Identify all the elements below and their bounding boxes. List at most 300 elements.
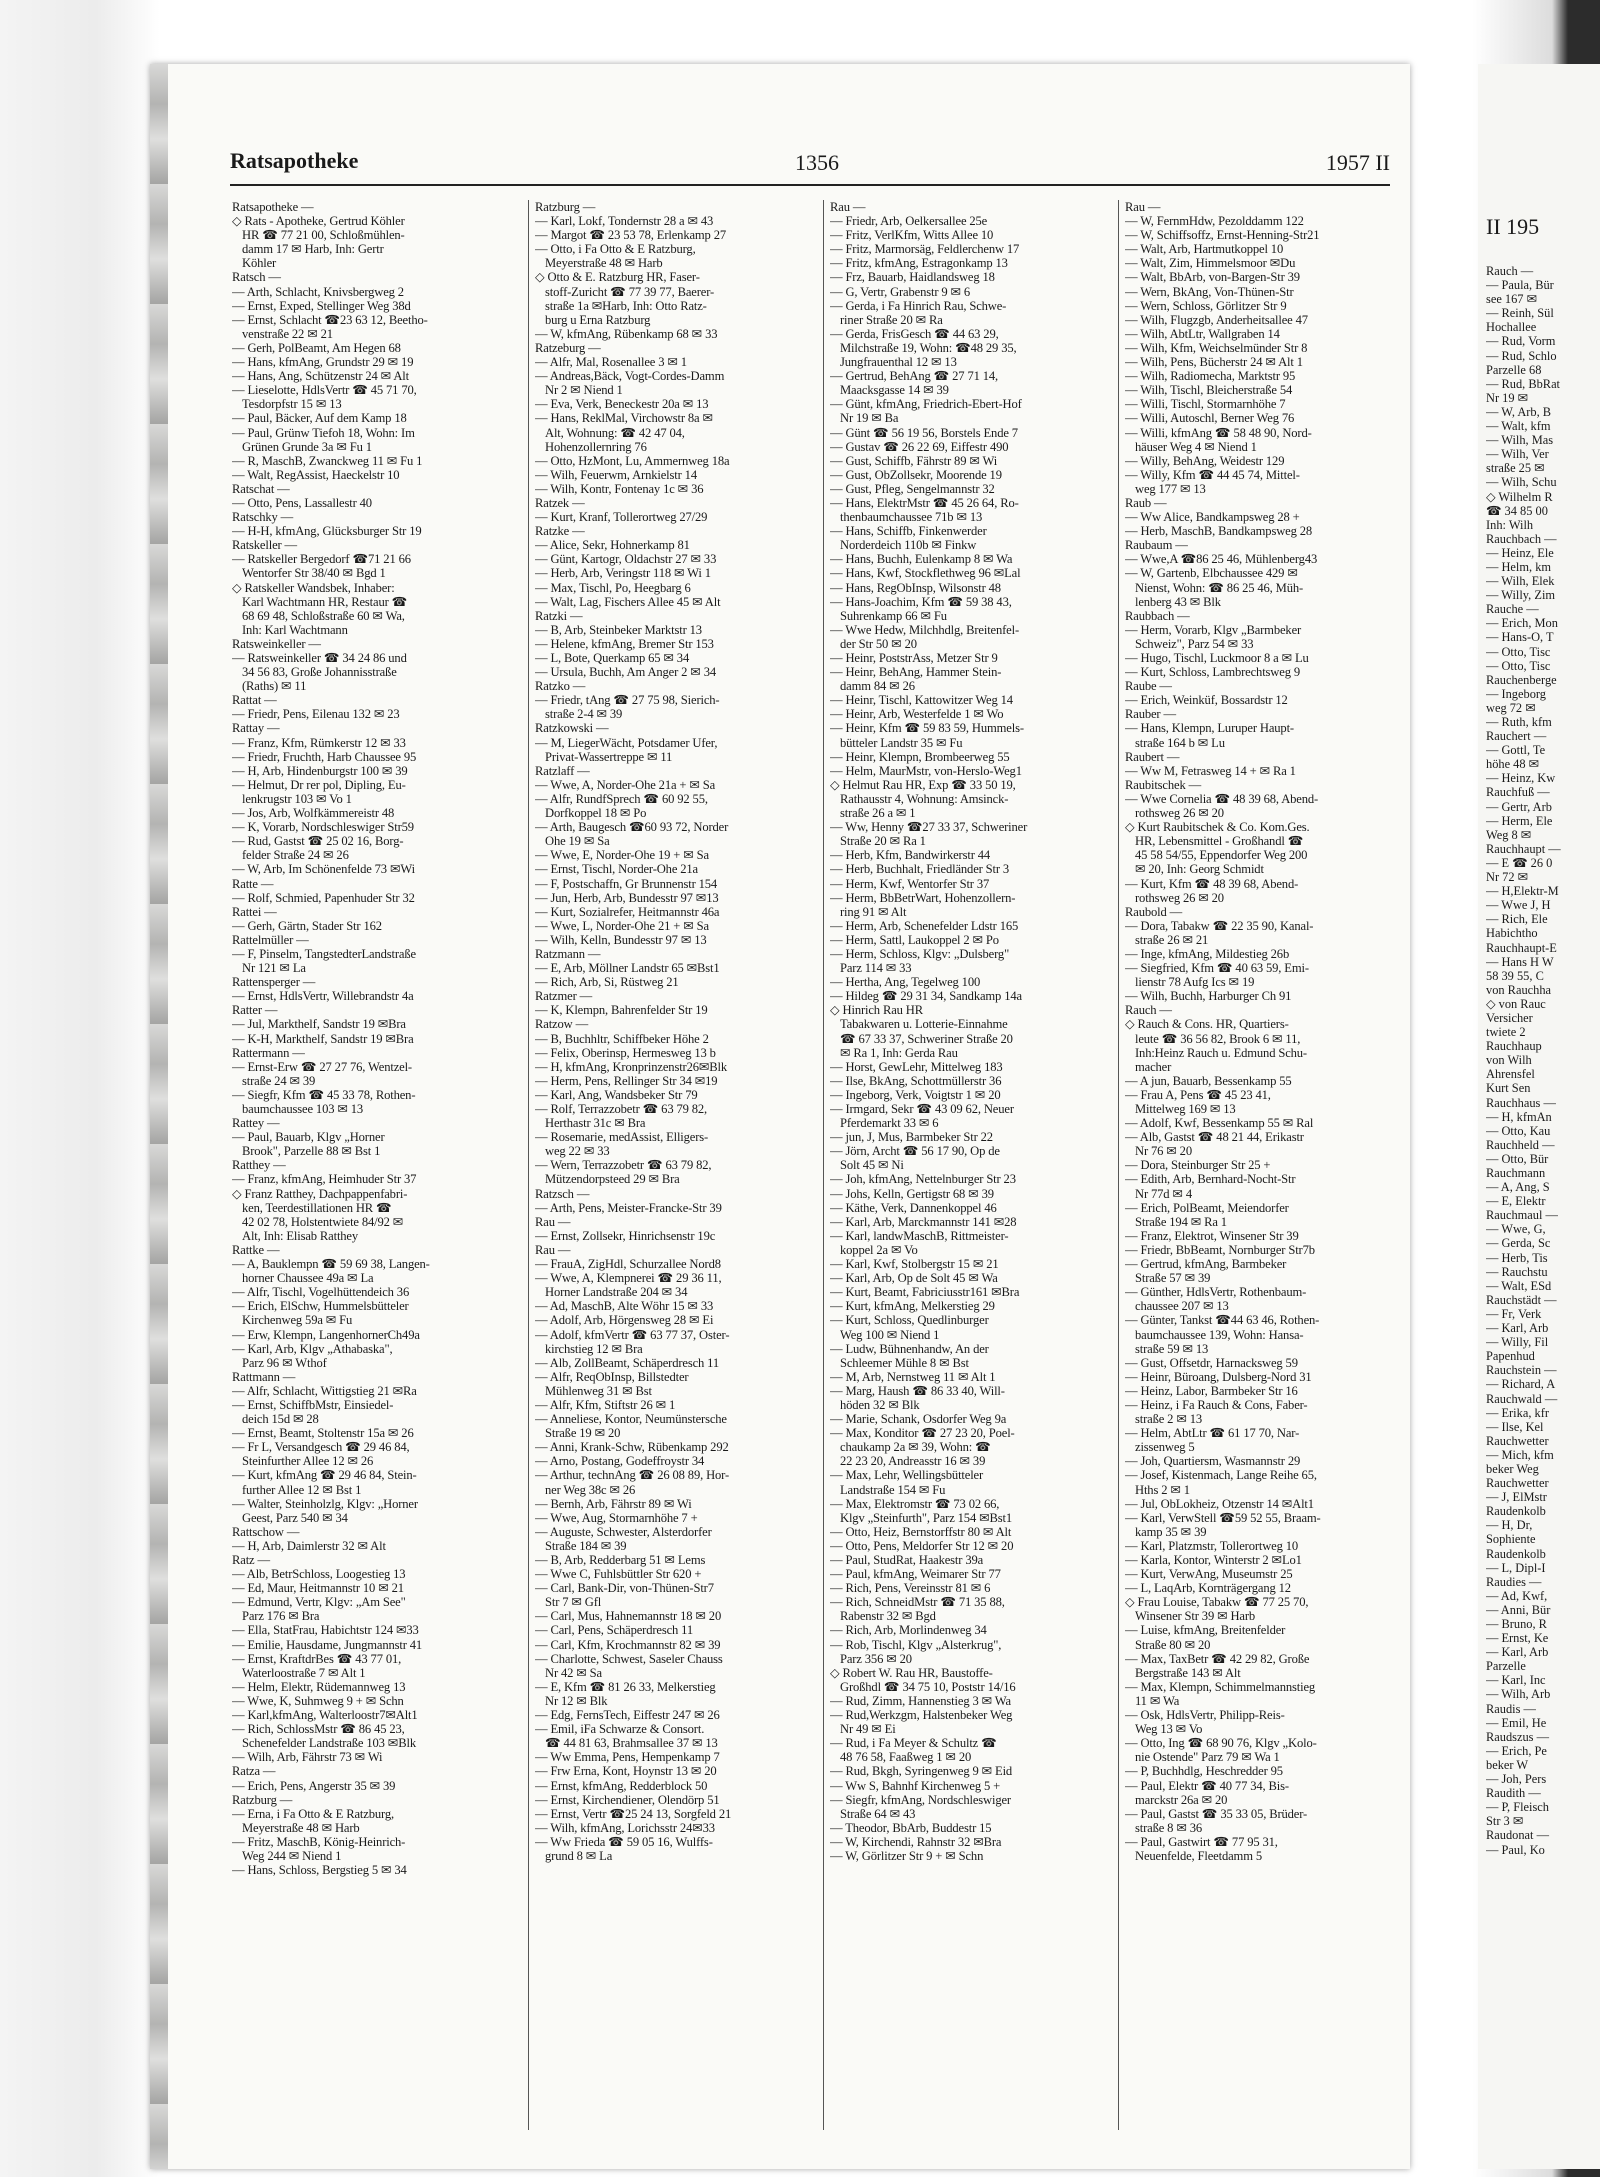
directory-entry-line: — Herm, Arb, Schenefelder Ldstr 165 <box>830 918 1019 933</box>
directory-entry-line: Ratzsch — <box>535 1186 590 1201</box>
directory-entry-line: — Günther, HdlsVertr, Rothenbaum- <box>1125 1285 1307 1300</box>
directory-entry-line: — Helm, MaurMstr, von-Herslo-Weg1 <box>830 763 1022 778</box>
directory-entry-line: — Gust, ObZollsekr, Moorende 19 <box>830 467 1002 482</box>
directory-entry-line: — Herb, Arb, Veringstr 118 ✉ Wi 1 <box>535 566 711 581</box>
directory-entry-line: Inh:Heinz Rauch u. Edmund Schu- <box>1135 1045 1307 1060</box>
directory-entry-line: lenkrugstr 103 ✉ Vo 1 <box>242 791 352 806</box>
directory-entry-line: — E, Kfm ☎ 81 26 33, Melkerstieg <box>535 1679 716 1694</box>
directory-entry-line: lienstr 78 Aufg Ics ✉ 19 <box>1135 975 1255 990</box>
directory-entry-line: Raudies — <box>1486 1574 1542 1589</box>
directory-entry-line: — Herb, Kfm, Bandwirkerstr 44 <box>830 848 991 863</box>
directory-entry-line: — Heinr, BehAng, Hammer Stein- <box>830 665 1002 680</box>
directory-entry-line: Nienst, Wohn: ☎ 86 25 46, Müh- <box>1135 580 1304 595</box>
directory-entry-line: weg 22 ✉ 33 <box>545 1144 610 1159</box>
directory-entry-line: — Ww M, Fetrasweg 14 + ✉ Ra 1 <box>1125 763 1296 778</box>
directory-entry-line: Inh: Wilh <box>1486 517 1534 532</box>
directory-entry-line: von Rauchha <box>1486 982 1552 997</box>
directory-entry-line: — Gertrud, BehAng ☎ 27 71 14, <box>830 369 999 384</box>
directory-entry-line: — Heinz, Labor, Barmbeker Str 16 <box>1125 1383 1298 1398</box>
directory-entry-line: Sophiente <box>1486 1532 1536 1547</box>
directory-entry-line: — Karl, Inc <box>1486 1673 1546 1688</box>
directory-entry-line: — Fritz, MaschB, König-Heinrich- <box>232 1834 406 1849</box>
directory-entry-line: — Otto, Ing ☎ 68 90 76, Klgv „Kolo- <box>1125 1736 1317 1751</box>
directory-entry-line: — A, Bauklempn ☎ 59 69 38, Langen- <box>232 1257 430 1272</box>
directory-entry-line: Parz 356 ✉ 20 <box>840 1651 912 1666</box>
directory-entry-line: Kurt Sen <box>1486 1081 1531 1096</box>
directory-entry-line: — Ratskeller Bergedorf ☎71 21 66 <box>232 552 411 567</box>
directory-entry-line: 48 76 58, Faaßweg 1 ✉ 20 <box>840 1750 972 1765</box>
directory-entry-line: — Herm, Ele <box>1486 813 1553 828</box>
directory-entry-line: — Theodor, BbArb, Buddestr 15 <box>830 1820 992 1835</box>
directory-entry-line: Raub — <box>1125 495 1167 510</box>
directory-entry-line: Rattey — <box>232 1116 280 1131</box>
directory-entry-line: Papenhud <box>1486 1349 1535 1364</box>
directory-entry-line: — Hans, Schloss, Bergstieg 5 ✉ 34 <box>232 1863 407 1878</box>
directory-entry-line: — Herm, BbBetrWart, Hohenzollern- <box>830 890 1016 905</box>
directory-entry-line: — Frz, Bauarb, Haidlandsweg 18 <box>830 270 995 285</box>
directory-entry-line: — Wilh, Tischl, Bleicherstraße 54 <box>1125 383 1293 398</box>
directory-column-1 <box>232 200 522 2140</box>
directory-entry-line: — Hans, Ang, Schützenstr 24 ✉ Alt <box>232 369 410 384</box>
directory-entry-line: — Joh, Quartiersm, Wasmannstr 29 <box>1125 1454 1301 1469</box>
directory-entry-line: — Anni, Bür <box>1486 1602 1551 1617</box>
directory-entry-line: — Helmut, Dr rer pol, Dipling, Eu- <box>232 777 406 792</box>
directory-entry-line: 34 56 83, Große Johannisstraße <box>242 665 397 680</box>
directory-entry-line: — Heinr, Tischl, Kattowitzer Weg 14 <box>830 693 1013 708</box>
directory-entry-line: — Franz, Elektrot, Winsener Str 39 <box>1125 1228 1299 1243</box>
directory-entry-line: Alt, Inh: Elisab Ratthey <box>242 1228 359 1243</box>
directory-entry-line: — Carl, Mus, Hahnemannstr 18 ✉ 20 <box>535 1609 722 1624</box>
directory-entry-line: — Walt, Arb, Hartmutkoppel 10 <box>1125 242 1284 257</box>
directory-entry-line: Neuenfelde, Fleetdamm 5 <box>1135 1848 1262 1863</box>
directory-entry-line: — Kurt, Schloss, Lambrechtsweg 9 <box>1125 665 1300 680</box>
directory-entry-line: — Paul, Bäcker, Auf dem Kamp 18 <box>232 411 407 426</box>
directory-entry-line: — Alfr, Schlacht, Wittigstieg 21 ✉Ra <box>232 1383 417 1398</box>
directory-entry-line: — Joh, Pers <box>1486 1772 1547 1787</box>
directory-entry-line: — Erich, Weinküf, Bossardstr 12 <box>1125 693 1288 708</box>
directory-entry-line: — Karl, Arb <box>1486 1321 1549 1336</box>
directory-entry-line: — R, MaschB, Zwanckweg 11 ✉ Fu 1 <box>232 453 423 468</box>
directory-entry-line: Rattke — <box>232 1242 280 1257</box>
directory-entry-line: — Gertr, Arb <box>1486 799 1552 814</box>
directory-entry-line: Ohe 19 ✉ Sa <box>545 834 610 849</box>
directory-entry-line: — Hertha, Ang, Tegelweg 100 <box>830 975 981 990</box>
directory-entry-line: — Ernst, Exped, Stellinger Weg 38d <box>232 298 411 313</box>
directory-entry-line: Weg 13 ✉ Vo <box>1135 1722 1203 1737</box>
directory-entry-line: Großhdl ☎ 34 75 10, Poststr 14/16 <box>840 1679 1016 1694</box>
directory-entry-line: — Heinz, Ele <box>1486 545 1554 560</box>
directory-entry-line: — Gerh, Gärtn, Stader Str 162 <box>232 918 382 933</box>
directory-entry-line: — Horst, GewLehr, Mittelweg 183 <box>830 1059 1003 1074</box>
directory-entry-line: — Lieselotte, HdlsVertr ☎ 45 71 70, <box>232 383 417 398</box>
directory-entry-line: — Wilh, Buchh, Harburger Ch 91 <box>1125 989 1292 1004</box>
directory-entry-line: — Heinr, PoststrAss, Metzer Str 9 <box>830 651 998 665</box>
directory-entry-line: — Arthur, technAng ☎ 26 08 89, Hor- <box>535 1468 730 1483</box>
directory-entry-line: — Alfr, Tischl, Vogelhüttendeich 36 <box>232 1285 410 1300</box>
directory-entry-line: — Wilh, Arb <box>1486 1687 1551 1702</box>
directory-entry-line: — Heinz, Kw <box>1486 771 1556 786</box>
directory-entry-line: Ratsch — <box>232 270 281 285</box>
directory-entry-line: — Joh, kfmAng, Nettelnburger Str 23 <box>830 1172 1016 1187</box>
directory-entry-line: — F, Pinselm, TangstedterLandstraße <box>232 946 416 961</box>
directory-entry-line: Tabakwaren u. Lotterie-Einnahme <box>840 1017 1008 1032</box>
directory-entry-line: macher <box>1135 1059 1172 1074</box>
directory-entry-line: — L, Bote, Querkamp 65 ✉ 34 <box>535 651 690 665</box>
directory-entry-line: — Friedr, Fruchth, Harb Chaussee 95 <box>232 749 417 764</box>
directory-entry-line: — Wilh, Kelln, Bundesstr 97 ✉ 13 <box>535 932 707 947</box>
directory-entry-line: Schenefelder Landstraße 103 ✉Blk <box>242 1736 416 1751</box>
directory-entry-line: — Ernst, Kirchendiener, Olendörp 51 <box>535 1792 720 1807</box>
directory-entry-line: — Ernst, kfmAng, Redderblock 50 <box>535 1778 708 1793</box>
directory-entry-line: — Gerda, i Fa Hinrich Rau, Schwe- <box>830 298 1007 313</box>
directory-entry-line: Karl Wachtmann HR, Restaur ☎ <box>242 594 408 609</box>
directory-entry-line: — Walt, Lag, Fischers Allee 45 ✉ Alt <box>535 594 721 609</box>
directory-entry-line: twiete 2 <box>1486 1025 1526 1040</box>
directory-entry-line: — Ww Emma, Pens, Hempenkamp 7 <box>535 1750 720 1765</box>
directory-entry-line: Raudenkolb <box>1486 1546 1546 1561</box>
directory-entry-line: — Andreas,Bäck, Vogt-Cordes-Damm <box>535 369 725 384</box>
directory-entry-line: — W, Schiffsoffz, Ernst-Henning-Str21 <box>1125 228 1320 243</box>
directory-entry-line: — Karl, VerwStell ☎59 52 55, Braam- <box>1125 1510 1321 1525</box>
directory-entry-line: Parzelle 68 <box>1486 362 1542 377</box>
directory-entry-line: Suhrenkamp 66 ✉ Fu <box>840 608 947 623</box>
directory-entry-line: — Jun, Herb, Arb, Bundesstr 97 ✉13 <box>535 890 719 905</box>
directory-entry-line: Mützendorpsteed 29 ✉ Bra <box>545 1172 680 1187</box>
directory-entry-line: Schleemer Mühle 8 ✉ Bst <box>840 1355 969 1370</box>
directory-entry-line: Straße 184 ✉ 39 <box>545 1538 627 1553</box>
directory-entry-line: see 167 ✉ <box>1486 292 1537 307</box>
directory-entry-line: — Paul, Gastst ☎ 35 33 05, Brüder- <box>1125 1806 1308 1821</box>
directory-entry-line: ☎ 44 81 63, Brahmsallee 37 ✉ 13 <box>545 1736 718 1751</box>
directory-entry-line: — G, Vertr, Grabenstr 9 ✉ 6 <box>830 284 971 299</box>
directory-entry-line: — Karla, Kontor, Winterstr 2 ✉Lo1 <box>1125 1553 1302 1567</box>
directory-entry-line: — Ernst-Erw ☎ 27 27 76, Wentzel- <box>232 1059 412 1074</box>
directory-entry-line: — Karl,kfmAng, Walterloostr7✉Alt1 <box>232 1708 418 1723</box>
directory-entry-line: thenbaumchaussee 71b ✉ 13 <box>840 510 983 525</box>
directory-entry-line: — Adolf, kfmVertr ☎ 63 77 37, Oster- <box>535 1327 730 1342</box>
directory-entry-line: beker Weg <box>1486 1461 1539 1476</box>
directory-entry-line: — Rud, Bkgh, Syringenweg 9 ✉ Eid <box>830 1764 1013 1779</box>
directory-entry-line: Ratzburg — <box>232 1792 293 1807</box>
directory-entry-line: Rauchhaus — <box>1486 1095 1556 1110</box>
directory-entry-line: felder Straße 24 ✉ 26 <box>242 848 349 863</box>
directory-entry-line: Raudis — <box>1486 1701 1536 1716</box>
directory-entry-line: Rauber — <box>1125 707 1176 722</box>
directory-entry-line: Rauch — <box>1125 1003 1172 1018</box>
directory-entry-line: straße 59 ✉ 13 <box>1135 1341 1209 1356</box>
directory-entry-line: — Hans, ReklMal, Virchowstr 8a ✉ <box>535 411 713 426</box>
directory-entry-line: — Herm, Schloss, Klgv: „Dulsberg" <box>830 946 1010 961</box>
directory-entry-line: — M, LiegerWächt, Potsdamer Ufer, <box>535 735 718 750</box>
directory-entry-line: Parz 176 ✉ Bra <box>242 1609 320 1624</box>
directory-entry-line: grund 8 ✉ La <box>545 1848 613 1863</box>
directory-entry-line: Ratzow — <box>535 1017 589 1032</box>
directory-entry-line: — Adolf, Kwf, Bessenkamp 55 ✉ Ral <box>1125 1116 1314 1131</box>
directory-entry-line: Raube — <box>1125 679 1172 694</box>
directory-entry-line: lenberg 43 ✉ Blk <box>1135 594 1221 609</box>
directory-entry-line: — Siegfr, Kfm ☎ 45 33 78, Rothen- <box>232 1087 416 1102</box>
directory-entry-line: — Arno, Postang, Godeffroystr 34 <box>535 1454 705 1469</box>
directory-entry-line: 68 69 48, Schloßstraße 60 ✉ Wa, <box>242 608 405 623</box>
directory-entry-line: Weg 100 ✉ Niend 1 <box>840 1327 940 1342</box>
directory-entry-line: — Paul, kfmAng, Weimarer Str 77 <box>830 1567 1001 1582</box>
directory-entry-line: — Gust, Offsetdr, Harnacksweg 59 <box>1125 1355 1298 1370</box>
directory-entry-line: — Ella, StatFrau, Habichtstr 124 ✉33 <box>232 1623 419 1638</box>
directory-entry-line: — Willy, Fil <box>1486 1335 1549 1350</box>
directory-entry-line: — Ww, Henny ☎27 33 37, Schweriner <box>830 820 1028 835</box>
directory-entry-line: Weg 8 ✉ <box>1486 827 1532 842</box>
directory-entry-line: nie Ostende" Parz 79 ✉ Wa 1 <box>1135 1750 1280 1765</box>
directory-entry-line: — Friedr, Pens, Eilenau 132 ✉ 23 <box>232 707 400 722</box>
directory-entry-line: — Frau A, Pens ☎ 45 23 41, <box>1125 1087 1271 1102</box>
directory-entry-line: Schweiz", Parz 54 ✉ 33 <box>1135 636 1254 651</box>
directory-entry-line: — Ludw, Bühnenhandw, An der <box>830 1341 989 1356</box>
directory-entry-line: — Wilh, AbtLtr, Wallgraben 14 <box>1125 326 1280 341</box>
adjacent-page-header: II 195 <box>1486 214 1540 239</box>
directory-entry-line: — W, Arb, B <box>1486 404 1552 419</box>
directory-entry-line: — Franz, Kfm, Rümkerstr 12 ✉ 33 <box>232 735 406 750</box>
directory-entry-line: — Ernst, Zollsekr, Hinrichsenstr 19c <box>535 1228 716 1243</box>
directory-entry-line: von Wilh <box>1486 1053 1532 1068</box>
directory-entry-line: — Walter, Steinholzlg, Klgv: „Horner <box>232 1496 418 1511</box>
directory-entry-line: — Herm, Kwf, Wentorfer Str 37 <box>830 876 990 891</box>
directory-entry-line: — Carl, Bank-Dir, von-Thünen-Str7 <box>535 1581 714 1596</box>
directory-entry-line: — Willy, Kfm ☎ 44 45 74, Mittel- <box>1125 467 1300 482</box>
directory-entry-line: — Max, TaxBetr ☎ 42 29 82, Große <box>1125 1651 1310 1666</box>
directory-entry-line: Raudenkolb <box>1486 1504 1546 1519</box>
directory-entry-line: — Carl, Kfm, Krochmannstr 82 ✉ 39 <box>535 1637 721 1652</box>
directory-entry-line: — H, kfmAn <box>1486 1109 1552 1124</box>
directory-entry-line: Maacksgasse 14 ✉ 39 <box>840 383 949 398</box>
directory-entry-line: — Josef, Kistenmach, Lange Reihe 65, <box>1125 1468 1317 1483</box>
directory-entry-line: Rau — <box>535 1242 571 1257</box>
directory-entry-line: Rauchstädt — <box>1486 1292 1557 1307</box>
directory-entry-line: — L, Dipl-I <box>1486 1560 1546 1575</box>
directory-entry-line: — Günt, Kartogr, Oldachstr 27 ✉ 33 <box>535 552 717 567</box>
directory-entry-line: — Jul, Markthelf, Sandstr 19 ✉Bra <box>232 1017 406 1032</box>
directory-entry-line: — Ww Frieda ☎ 59 05 16, Wulffs- <box>535 1834 713 1849</box>
directory-entry-line: — Gerda, Sc <box>1486 1236 1551 1251</box>
directory-entry-line: straße 24 ✉ 39 <box>242 1073 316 1088</box>
directory-entry-line: ◇ Otto & E. Ratzburg HR, Faser- <box>535 270 700 285</box>
directory-entry-line: Ratzmer — <box>535 989 593 1004</box>
directory-entry-line: — Mich, kfm <box>1486 1447 1554 1462</box>
directory-entry-line: Waterloostraße 7 ✉ Alt 1 <box>242 1665 366 1680</box>
directory-entry-line: — Fritz, Marmorsäg, Feldlerchenw 17 <box>830 242 1020 257</box>
directory-entry-line: — Hans, Kwf, Stockflethweg 96 ✉Lal <box>830 566 1021 581</box>
directory-entry-line: Raubert — <box>1125 749 1180 764</box>
directory-entry-line: ◇ Rats - Apotheke, Gertrud Köhler <box>232 214 405 229</box>
directory-column-3 <box>830 200 1120 2140</box>
directory-entry-line: Rauche — <box>1486 602 1539 617</box>
directory-entry-line: riner Straße 20 ✉ Ra <box>840 312 943 327</box>
directory-entry-line: Straße 80 ✉ 20 <box>1135 1637 1211 1652</box>
directory-entry-line: — Kurt, Sozialrefer, Heitmannstr 46a <box>535 904 720 919</box>
directory-entry-line: rothsweg 26 ✉ 20 <box>1135 806 1224 821</box>
directory-entry-line: — Ad, MaschB, Alte Wöhr 15 ✉ 33 <box>535 1299 714 1314</box>
directory-entry-line: — Wilh, Schu <box>1486 475 1557 490</box>
directory-entry-line: — Kurt, Schloss, Quedlinburger <box>830 1313 989 1328</box>
directory-entry-line: — Wilh, Ver <box>1486 447 1549 462</box>
directory-entry-line: — Siegfried, Kfm ☎ 40 63 59, Emi- <box>1125 961 1309 976</box>
directory-entry-line: horner Chaussee 49a ✉ La <box>242 1271 374 1286</box>
directory-entry-line: Rattay — <box>232 721 280 736</box>
directory-entry-line: — Ernst, Ke <box>1486 1631 1549 1646</box>
directory-entry-line: — Rauchstu <box>1486 1264 1548 1279</box>
directory-entry-line: ring 91 ✉ Alt <box>840 904 907 919</box>
directory-entry-line: — Günter, Tankst ☎44 63 46, Rothen- <box>1125 1313 1320 1328</box>
directory-entry-line: weg 177 ✉ 13 <box>1135 481 1206 496</box>
directory-entry-line: Inh: Karl Wachtmann <box>242 622 348 637</box>
directory-entry-line: — Karl, Kwf, Stolbergstr 15 ✉ 21 <box>830 1257 999 1272</box>
directory-entry-line: Wentorfer Str 38/40 ✉ Bgd 1 <box>242 566 386 581</box>
directory-entry-line: — Paul, StudRat, Haakestr 39a <box>830 1553 984 1567</box>
directory-entry-line: Rattei — <box>232 904 277 919</box>
directory-entry-line: — H, Dr, <box>1486 1518 1533 1533</box>
directory-entry-line: — H, Arb, Daimlerstr 32 ✉ Alt <box>232 1538 386 1553</box>
directory-entry-line: marckstr 26a ✉ 20 <box>1135 1792 1228 1807</box>
directory-entry-line: — P, Fleisch <box>1486 1800 1549 1815</box>
directory-entry-line: burg u Erna Ratzburg <box>545 312 651 327</box>
directory-entry-line: Privat-Wassertreppe ✉ 11 <box>545 749 673 764</box>
adjacent-page <box>1478 64 1600 2169</box>
directory-entry-line: — Johs, Kelln, Gertigstr 68 ✉ 39 <box>830 1186 994 1201</box>
directory-entry-line: häuser Weg 4 ✉ Niend 1 <box>1135 439 1257 454</box>
directory-entry-line: Rabenstr 32 ✉ Bgd <box>840 1609 936 1624</box>
directory-entry-line: — Ernst, KraftdrBes ☎ 43 77 01, <box>232 1651 402 1666</box>
directory-entry-line: Mühlenweg 31 ✉ Bst <box>545 1383 652 1398</box>
directory-entry-line: 45 58 54/55, Eppendorfer Weg 200 <box>1135 848 1308 863</box>
directory-entry-line: Rauchwald — <box>1486 1391 1558 1406</box>
directory-entry-line: Meyerstraße 48 ✉ Harb <box>545 256 663 271</box>
directory-entry-line: — Wwe, E, Norder-Ohe 19 + ✉ Sa <box>535 848 709 863</box>
directory-entry-line: — Kurt, Kranf, Tollerortweg 27/29 <box>535 510 708 525</box>
directory-entry-line: — Gerda, FrisGesch ☎ 44 63 29, <box>830 326 999 341</box>
directory-entry-line: further Allee 12 ✉ Bst 1 <box>242 1482 362 1497</box>
directory-entry-line: — Wern, Terrazzobetr ☎ 63 79 82, <box>535 1158 712 1173</box>
directory-entry-line: — Rolf, Schmied, Papenhuder Str 32 <box>232 890 415 905</box>
directory-entry-line: — Anni, Krank-Schw, Rübenkamp 292 <box>535 1440 729 1455</box>
directory-entry-line: straße 26 a ✉ 1 <box>840 806 916 821</box>
directory-entry-line: straße 2-4 ✉ 39 <box>545 707 623 722</box>
directory-entry-line: — E, Arb, Möllner Landstr 65 ✉Bst1 <box>535 961 720 976</box>
directory-entry-line: Rattmann — <box>232 1369 296 1384</box>
page-number: 1356 <box>795 150 839 175</box>
directory-entry-line: Straße 20 ✉ Ra 1 <box>840 834 926 849</box>
directory-entry-line: — Alfr, Mal, Rosenallee 3 ✉ 1 <box>535 355 687 370</box>
directory-entry-line: Hohenzollernring 76 <box>545 439 647 454</box>
directory-entry-line: — Rud, Gastst ☎ 25 02 16, Borg- <box>232 834 404 849</box>
directory-entry-line: — Kurt, Kfm ☎ 48 39 68, Abend- <box>1125 876 1299 891</box>
directory-entry-line: — Wwe, G, <box>1486 1222 1546 1237</box>
directory-entry-line: — W, Gartenb, Elbchaussee 429 ✉ <box>1125 566 1298 581</box>
directory-entry-line: Raubitschek — <box>1125 777 1202 792</box>
directory-entry-line: Ratzkowski — <box>535 721 609 736</box>
directory-entry-line: — Otto, Heiz, Bernstorffstr 80 ✉ Alt <box>830 1524 1012 1539</box>
directory-entry-line: Steinfurther Allee 12 ✉ 26 <box>242 1454 374 1469</box>
directory-entry-line: — Rud,Werkzgm, Halstenbeker Weg <box>830 1708 1013 1723</box>
directory-entry-line: — Heinr, Arb, Westerfelde 1 ✉ Wo <box>830 707 1004 722</box>
directory-entry-line: — Willy, Zim <box>1486 588 1556 603</box>
directory-entry-line: baumchaussee 139, Wohn: Hansa- <box>1135 1327 1304 1342</box>
directory-entry-line: — Max, Tischl, Po, Heegbarg 6 <box>535 580 691 595</box>
directory-entry-line: — Otto, Bür <box>1486 1151 1549 1166</box>
directory-entry-line: Raudonat — <box>1486 1828 1549 1843</box>
directory-entry-line: Rauchhaupt — <box>1486 841 1561 856</box>
directory-entry-line: ken, Teerdestillationen HR ☎ <box>242 1200 392 1215</box>
directory-entry-line: Norderdeich 110b ✉ Finkw <box>840 538 977 553</box>
directory-entry-line: ◇ Kurt Raubitschek & Co. Kom.Ges. <box>1125 820 1310 835</box>
directory-entry-line: Ratschat — <box>232 481 290 496</box>
directory-entry-line: Ratz — <box>232 1553 270 1567</box>
directory-entry-line: — Siegfr, kfmAng, Nordschleswiger <box>830 1792 1011 1807</box>
directory-entry-line: — Jörn, Archt ☎ 56 17 90, Op de <box>830 1144 1000 1159</box>
directory-entry-line: — Ernst, Beamt, Stoltenstr 15a ✉ 26 <box>232 1426 414 1441</box>
directory-entry-line: Alt, Wohnung: ☎ 42 47 04, <box>545 425 685 440</box>
directory-entry-line: — Erich, Pens, Angerstr 35 ✉ 39 <box>232 1778 396 1793</box>
directory-entry-line: Nr 2 ✉ Niend 1 <box>545 383 623 398</box>
directory-entry-line: Nr 19 ✉ <box>1486 390 1529 405</box>
directory-entry-line: Ratzburg — <box>535 200 596 214</box>
directory-entry-line: zissenweg 5 <box>1135 1440 1195 1455</box>
directory-entry-line: Herthastr 31c ✉ Bra <box>545 1116 646 1131</box>
directory-entry-line: (Raths) ✉ 11 <box>242 679 307 694</box>
directory-entry-line: Nr 72 ✉ <box>1486 870 1529 885</box>
directory-entry-line: Ratte — <box>232 876 274 891</box>
directory-column-4 <box>1125 200 1397 2140</box>
directory-entry-line: — A, Ang, S <box>1486 1180 1550 1195</box>
directory-entry-line: Kirchenweg 59a ✉ Fu <box>242 1313 353 1328</box>
directory-entry-line: — Jos, Arb, Wolfkämmereistr 48 <box>232 806 395 821</box>
directory-entry-line: Hths 2 ✉ 1 <box>1135 1482 1190 1497</box>
directory-entry-line: koppel 2a ✉ Vo <box>840 1242 918 1257</box>
directory-entry-line: — Gertrud, kfmAng, Barmbeker <box>1125 1257 1287 1272</box>
directory-entry-line: Rauchmann <box>1486 1166 1546 1180</box>
directory-entry-line: — Max, Konditor ☎ 27 23 20, Poel- <box>830 1426 1015 1441</box>
directory-entry-line: deich 15d ✉ 28 <box>242 1412 319 1427</box>
directory-entry-line: Rauchenberge <box>1486 672 1557 687</box>
directory-entry-line: — Kurt, VerwAng, Museumstr 25 <box>1125 1567 1293 1582</box>
directory-entry-line: — Otto, i Fa Otto & E Ratzburg, <box>535 242 696 257</box>
directory-entry-line: Rattschow — <box>232 1524 300 1539</box>
column-divider <box>528 200 529 2130</box>
directory-entry-line: — Paul, Grünw Tiefoh 18, Wohn: Im <box>232 425 415 440</box>
directory-entry-line: Ratsapotheke — <box>232 200 314 214</box>
directory-entry-line: — Erna, i Fa Otto & E Ratzburg, <box>232 1806 394 1821</box>
directory-entry-line: Pferdemarkt 33 ✉ 6 <box>840 1116 939 1131</box>
directory-entry-line: — Bernh, Arb, Fährstr 89 ✉ Wi <box>535 1496 692 1511</box>
directory-entry-line: ✉ 20, Inh: Georg Schmidt <box>1135 862 1264 877</box>
directory-entry-line: — Paul, Ko <box>1486 1842 1545 1857</box>
directory-entry-line: — Käthe, Verk, Dannenkoppel 46 <box>830 1200 997 1215</box>
directory-entry-line: — Karl, Lokf, Tondernstr 28 a ✉ 43 <box>535 214 714 229</box>
directory-entry-line: — H-H, kfmAng, Glücksburger Str 19 <box>232 524 422 539</box>
directory-entry-line: weg 72 ✉ <box>1486 700 1536 715</box>
directory-entry-line: — Marie, Schank, Osdorfer Weg 9a <box>830 1412 1007 1427</box>
directory-entry-line: leute ☎ 36 56 82, Brook 6 ✉ 11, <box>1135 1031 1301 1046</box>
directory-entry-line: — Gust, Schiffb, Fährstr 89 ✉ Wi <box>830 453 998 468</box>
directory-entry-line: 58 39 55, C <box>1486 968 1544 983</box>
directory-entry-line: — Heinr, Kfm ☎ 59 83 59, Hummels- <box>830 721 1024 736</box>
directory-entry-line: — Herb, MaschB, Bandkampsweg 28 <box>1125 524 1313 539</box>
directory-entry-line: — Wilh, Pens, Bücherstr 24 ✉ Alt 1 <box>1125 355 1303 370</box>
directory-entry-line: — Wwe,A ☎86 25 46, Mühlenberg43 <box>1125 552 1318 567</box>
directory-entry-line: damm 17 ✉ Harb, Inh: Gertr <box>242 242 384 257</box>
directory-entry-line: — W, Arb, Im Schönenfelde 73 ✉Wi <box>232 862 415 877</box>
directory-entry-line: Ratter — <box>232 1003 278 1018</box>
directory-entry-line: Ratsweinkeller — <box>232 636 321 651</box>
directory-entry-line: — Gottl, Te <box>1486 743 1546 758</box>
